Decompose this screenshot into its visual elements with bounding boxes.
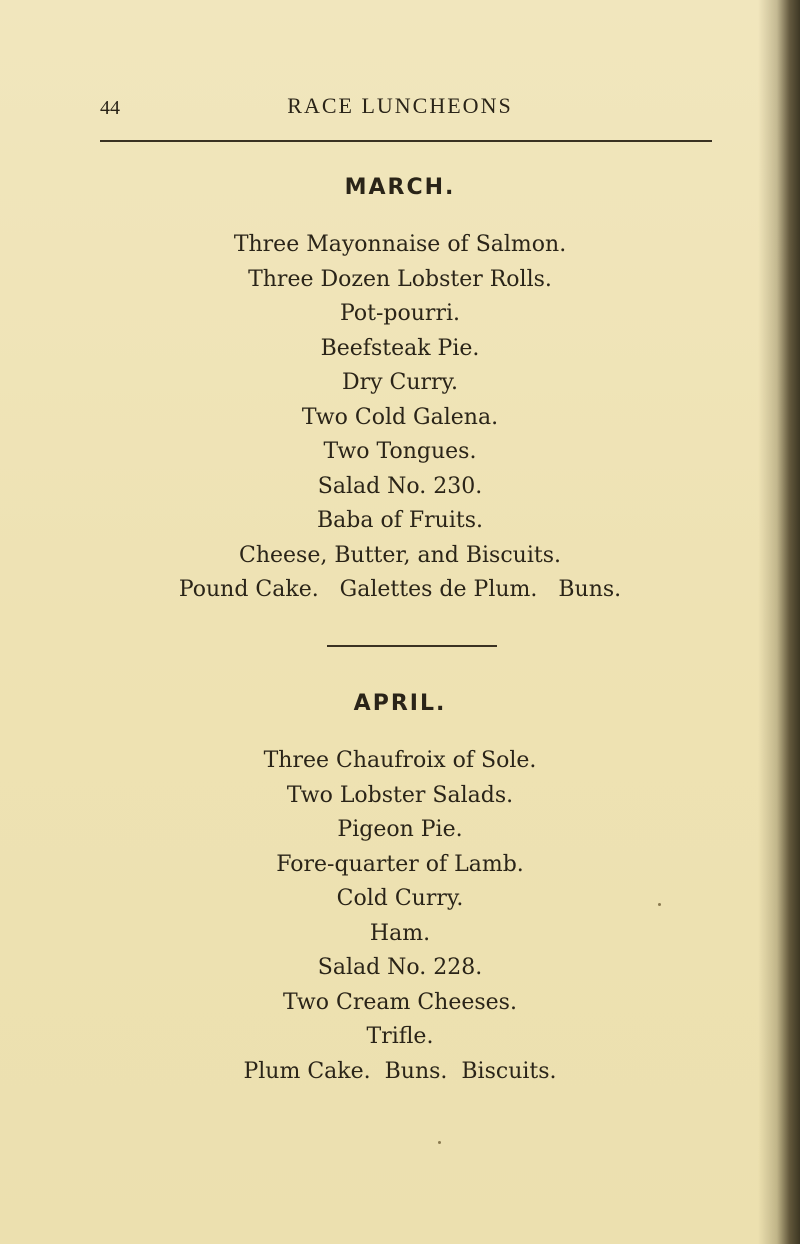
april-menu-items — [0, 744, 800, 1089]
april-menu — [0, 684, 800, 1089]
menu-item: Dry Curry. — [341, 370, 459, 395]
section-divider — [327, 645, 497, 647]
section-title-april: APRIL. — [353, 691, 447, 716]
menu-item: Pigeon Pie. — [337, 817, 463, 842]
section-title-march: MARCH. — [344, 175, 456, 200]
menu-item: Trifle. — [366, 1024, 434, 1049]
menu-item: Three Mayonnaise of Salmon. — [233, 232, 567, 257]
march-menu — [0, 168, 800, 608]
menu-item: Fore-quarter of Lamb. — [276, 851, 524, 877]
page-number: 44 — [100, 97, 120, 119]
menu-item: Two Lobster Salads. — [286, 782, 514, 808]
running-title: RACE LUNCHEONS — [287, 93, 513, 118]
paper-speck — [658, 903, 661, 906]
menu-item: Three Dozen Lobster Rolls. — [248, 266, 552, 292]
menu-item: Salad No. 230. — [317, 473, 483, 499]
menu-item: Three Chaufroix of Sole. — [263, 748, 537, 773]
menu-item: Ham. — [369, 920, 431, 946]
menu-item: Baba of Fruits. — [317, 508, 483, 533]
header-rule — [100, 140, 712, 142]
menu-item: Pound Cake. Galettes de Plum. Buns. — [178, 577, 622, 602]
menu-item: Two Cream Cheeses. — [283, 989, 517, 1015]
menu-item: Salad No. 228. — [317, 955, 483, 980]
march-menu-items — [0, 228, 800, 608]
menu-item: Beefsteak Pie. — [320, 335, 480, 361]
menu-item: Two Tongues. — [323, 439, 477, 464]
menu-item: Plum Cake. Buns. Biscuits. — [243, 1058, 557, 1084]
paper-speck — [438, 1141, 441, 1144]
menu-item: Cheese, Butter, and Biscuits. — [239, 542, 561, 568]
menu-item: Pot-pourri. — [340, 301, 460, 326]
menu-item: Two Cold Galena. — [301, 404, 499, 430]
menu-item: Cold Curry. — [336, 886, 464, 911]
